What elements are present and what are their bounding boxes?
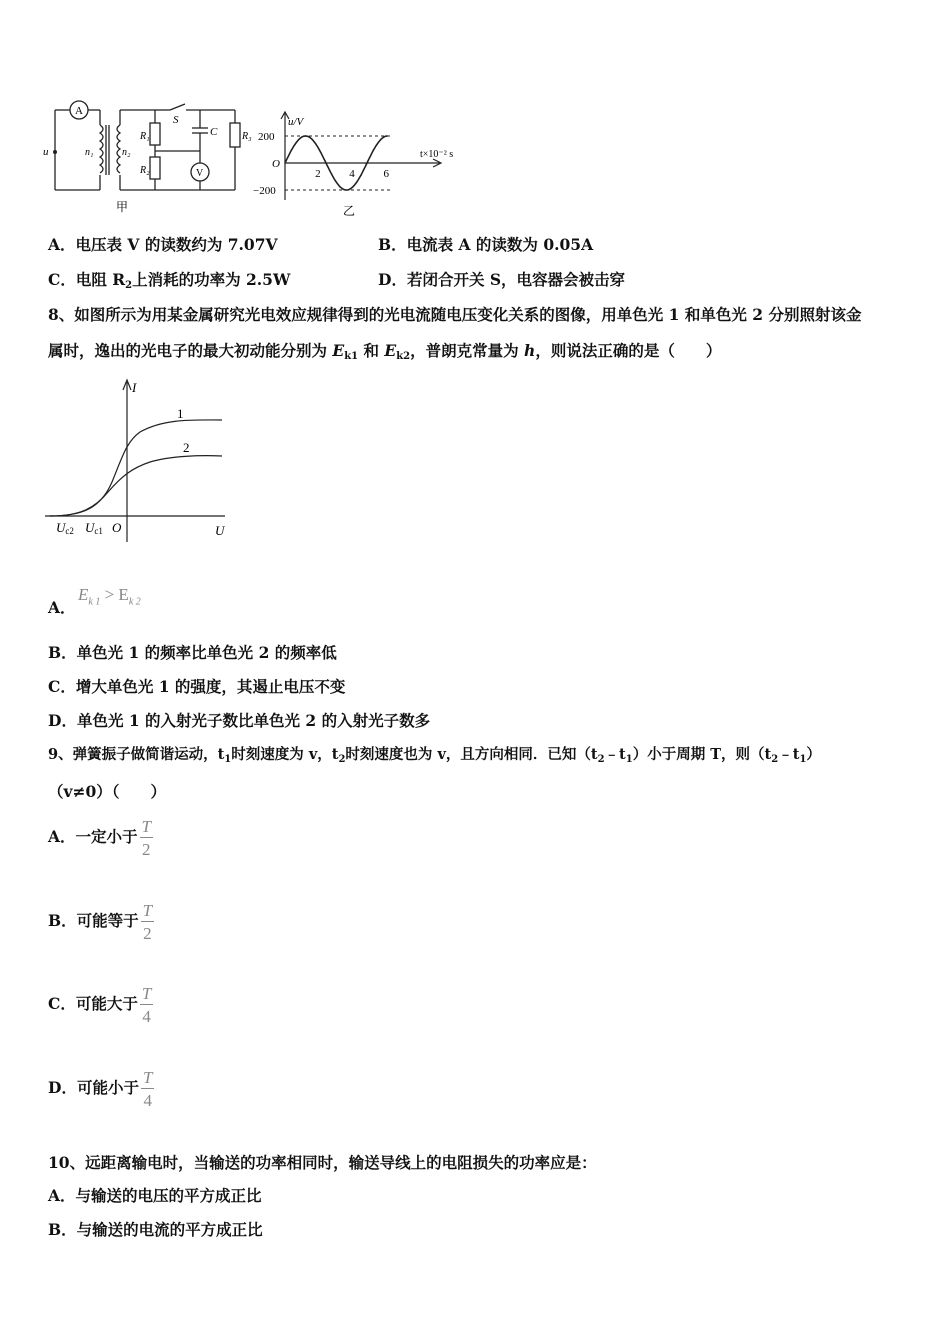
circuit-diagram <box>40 95 270 220</box>
q7-option-b[interactable]: B．电流表 A 的读数为 0.05A <box>378 235 594 254</box>
q7-option-c-pre: C．电阻 R <box>48 270 126 289</box>
q8-option-a-label[interactable]: A． <box>48 598 76 617</box>
q10-option-a[interactable]: A．与输送的电压的平方成正比 <box>48 1186 262 1205</box>
q9-s2: 2 <box>338 754 346 765</box>
q9-optC-num: T <box>141 984 152 1003</box>
q9-optD-text: D．可能小于 <box>48 1078 139 1097</box>
q9-s6: 1 <box>799 754 807 765</box>
q9-l1e: ）小于周期 T，则（t <box>632 746 772 763</box>
y-axis-label: u/V <box>288 116 304 128</box>
q8-optA-s1: k 1 <box>88 596 101 608</box>
uc1-label: Uc1 <box>85 520 103 536</box>
q9-l1b: 时刻速度为 v，t <box>231 746 339 763</box>
q9-stem-line2: （v≠0）（ ） <box>48 782 167 801</box>
q9-l1d: ﹣t <box>604 746 626 763</box>
q9-optC-den: 4 <box>142 1007 151 1026</box>
r1-label: R₁ <box>140 131 150 142</box>
u-axis-label: U <box>215 523 225 538</box>
q9-optD-fraction <box>141 1069 154 1109</box>
curve-2 <box>50 456 222 516</box>
series-u-point <box>325 162 326 163</box>
q9-stem-line1 <box>48 745 821 770</box>
q8-and: 和 <box>358 341 385 360</box>
q7-option-d[interactable]: D．若闭合开关 S，电容器会被击穿 <box>378 270 626 289</box>
q9-s3: 2 <box>597 754 605 765</box>
n1-label: n₁ <box>85 147 94 158</box>
n2-label: n₂ <box>122 147 131 158</box>
q9-optA-text: A．一定小于 <box>48 827 138 846</box>
q9-s1: 1 <box>224 754 232 765</box>
q9-option-d[interactable] <box>48 1069 154 1109</box>
left-caption: 甲 <box>116 200 129 214</box>
ammeter-label: A <box>75 105 83 117</box>
q10-option-b[interactable]: B．与输送的电流的平方成正比 <box>48 1220 263 1239</box>
x-tick-label: 6 <box>383 168 389 180</box>
curve-1-label: 1 <box>177 406 184 421</box>
q8-option-b[interactable]: B．单色光 1 的频率比单色光 2 的频率低 <box>48 643 337 662</box>
switch-label: S <box>173 114 179 126</box>
q8-ek2: E <box>384 341 397 360</box>
photoelectric-graph <box>40 370 240 550</box>
x-axis-label: t×10⁻² s <box>420 149 454 160</box>
x-tick-label: 2 <box>315 168 321 180</box>
q9-optD-num: T <box>142 1068 153 1087</box>
u-label: u <box>43 146 49 158</box>
q9-s4: 1 <box>625 754 633 765</box>
series-u-point <box>346 189 347 190</box>
q9-l1g: ） <box>806 746 821 763</box>
q8-option-a-math <box>78 585 141 607</box>
series-u-point <box>336 181 337 182</box>
voltmeter-label: V <box>196 168 204 179</box>
uc2-label: Uc2 <box>56 520 74 536</box>
q9-option-a[interactable] <box>48 818 153 858</box>
q9-optB-text: B．可能等于 <box>48 911 139 930</box>
q8-option-d[interactable]: D．单色光 1 的入射光子数比单色光 2 的入射光子数多 <box>48 711 431 730</box>
q9-l1c: 时刻速度也为 v，且方向相同．已知（t <box>345 746 598 763</box>
q8-ek1-sub: k1 <box>344 351 359 362</box>
q8-stem-line2 <box>48 341 721 367</box>
q8-line2-mid: ，普朗克常量为 <box>410 341 525 360</box>
q9-option-c[interactable] <box>48 985 153 1025</box>
q9-optC-text: C．可能大于 <box>48 994 138 1013</box>
series-u-point <box>284 162 285 163</box>
q8-optA-e1: E <box>78 585 89 604</box>
q8-stem-line1: 8、如图所示为用某金属研究光电效应规律得到的光电流随电压变化关系的图像，用单色光 1 和单色光 2 分别照射该金 <box>48 305 862 324</box>
q8-optA-gt: > E <box>100 585 129 604</box>
q8-ek1: E <box>332 341 345 360</box>
q9-optB-num: T <box>142 901 153 920</box>
series-u-point <box>305 135 306 136</box>
q9-option-b[interactable] <box>48 902 154 942</box>
y-tick-label: 200 <box>258 131 275 143</box>
series-u-point <box>295 143 296 144</box>
series-u-point <box>387 135 388 136</box>
x-tick-label: 4 <box>349 168 355 180</box>
voltage-waveform-chart <box>250 95 470 220</box>
q8-line2-post: ，则说法正确的是（ ） <box>535 341 722 360</box>
q8-h: h <box>524 341 536 360</box>
q9-optA-num: T <box>141 817 151 836</box>
q9-optA-fraction <box>140 818 153 858</box>
i-axis-label: I <box>132 380 137 395</box>
origin-label: O <box>112 520 122 535</box>
origin-label: O <box>272 158 280 170</box>
q9-l1f: ﹣t <box>778 746 800 763</box>
q7-option-c-post: 上消耗的功率为 2.5W <box>132 270 291 289</box>
q8-ek2-sub: k2 <box>396 351 411 362</box>
y-tick-label: −200 <box>253 185 276 197</box>
q7-option-c-sub: 2 <box>125 280 133 291</box>
q9-l1a: 9、弹簧振子做简谐运动，t <box>48 746 225 763</box>
q8-option-c[interactable]: C．增大单色光 1 的强度，其遏止电压不变 <box>48 677 346 696</box>
capacitor-label: C <box>210 126 218 138</box>
q8-optA-s2: k 2 <box>128 596 141 608</box>
q9-optB-fraction <box>141 902 154 942</box>
q9-optB-den: 2 <box>143 924 152 943</box>
series-u-point <box>366 162 367 163</box>
q9-optD-den: 4 <box>143 1091 152 1110</box>
curve-2-label: 2 <box>183 440 190 455</box>
q9-optC-fraction <box>140 985 153 1025</box>
q10-stem: 10、远距离输电时，当输送的功率相同时，输送导线上的电阻损失的功率应是： <box>48 1153 597 1172</box>
series-u-point <box>315 143 316 144</box>
series-u-point <box>377 143 378 144</box>
q9-optA-den: 2 <box>142 840 151 859</box>
q9-s5: 2 <box>771 754 779 765</box>
series-u-point <box>356 181 357 182</box>
right-caption: 乙 <box>343 204 356 218</box>
q8-line2-pre: 属时，逸出的光电子的最大初动能分别为 <box>48 341 333 360</box>
q7-option-c[interactable] <box>48 270 290 296</box>
q7-option-a[interactable]: A．电压表 V 的读数约为 7.07V <box>48 235 278 254</box>
r3-label: R₃ <box>242 131 252 142</box>
r2-label: R₂ <box>140 165 150 176</box>
